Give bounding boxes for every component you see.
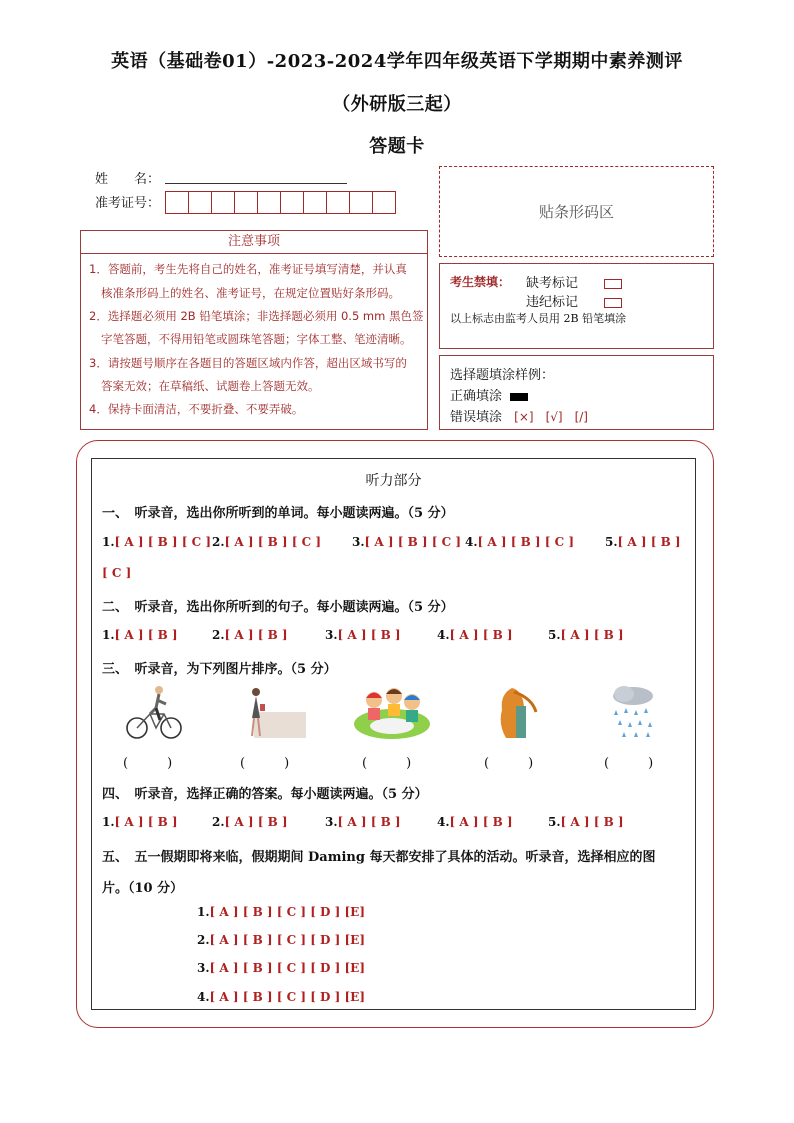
q3-answer-4[interactable]: ( ): [484, 756, 534, 771]
notice-line-3: 2．选择题必须用 2B 铅笔填涂；非选择题必须用 0.5 mm 黑色签: [89, 309, 424, 323]
q4-item-2[interactable]: 2.[ A ] [ B ]: [212, 815, 288, 829]
q4-item-1[interactable]: 1.[ A ] [ B ]: [102, 815, 178, 829]
wrong-fill-label: 错误填涂: [450, 410, 503, 425]
answer-sheet-title: 答题卡: [369, 136, 425, 157]
q4-item-5[interactable]: 5.[ A ] [ B ]: [548, 815, 624, 829]
notice-line-5: 3．请按题号顺序在各题目的答题区域内作答，超出区域书写的: [89, 356, 407, 370]
notice-title: 注意事项: [81, 231, 427, 254]
woman-walking-icon: [238, 684, 308, 740]
sample-box: [439, 355, 714, 430]
bicycle-rider-icon: [126, 684, 182, 740]
q1-item-3[interactable]: 3.[ A ] [ B ] [ C ]: [352, 535, 462, 549]
notice-line-7: 4．保持卡面清洁，不要折叠、不要弄破。: [89, 402, 304, 416]
q2-item-5[interactable]: 5.[ A ] [ B ]: [548, 628, 624, 642]
question-3-text: 三、 听录音，为下列图片排序。（5 分）: [102, 662, 337, 677]
q3-answer-3[interactable]: ( ): [362, 756, 412, 771]
q5-item-1[interactable]: 1.[ A ] [ B ] [ C ] [ D ] [E]: [197, 905, 365, 919]
question-4-text: 四、 听录音，选择正确的答案。每小题读两遍。（5 分）: [102, 787, 428, 802]
children-picnic-icon: [352, 682, 432, 742]
page-subtitle: （外研版三起）: [332, 94, 462, 115]
correct-fill-label: 正确填涂: [450, 389, 503, 404]
violation-mark-row: [526, 291, 622, 310]
q1-item-1[interactable]: 1.[ A ] [ B ] [ C ]: [102, 535, 212, 549]
violation-mark-box[interactable]: [604, 298, 622, 308]
rain-cloud-icon: [608, 684, 658, 740]
q3-answer-2[interactable]: ( ): [240, 756, 290, 771]
page-title: 英语（基础卷01）-2023-2024学年四年级英语下学期期中素养测评: [111, 51, 683, 72]
q4-item-3[interactable]: 3.[ A ] [ B ]: [325, 815, 401, 829]
q1-item-5[interactable]: 5.[ A ] [ B ]: [605, 535, 681, 549]
q2-item-4[interactable]: 4.[ A ] [ B ]: [437, 628, 513, 642]
listening-title: 听力部分: [365, 473, 422, 489]
notice-line-4: 字笔答题，不得用铅笔或圆珠笔答题；字体工整、笔迹清晰。: [101, 332, 412, 346]
q5-item-4[interactable]: 4.[ A ] [ B ] [ C ] [ D ] [E]: [197, 990, 365, 1004]
notice-box: [80, 230, 428, 430]
question-2-text: 二、 听录音，选出你所听到的句子。每小题读两遍。（5 分）: [102, 600, 454, 615]
absent-mark-box[interactable]: [604, 279, 622, 289]
q2-item-1[interactable]: 1.[ A ] [ B ]: [102, 628, 178, 642]
wrong-fill-marks: [×] [√] [/]: [514, 410, 588, 424]
name-field[interactable]: [165, 183, 347, 184]
q4-item-4[interactable]: 4.[ A ] [ B ]: [437, 815, 513, 829]
wrong-fill-row: [450, 406, 588, 425]
question-5-text: 五、 五一假期即将来临，假期期间 Daming 每天都安排了具体的活动。听录音，选择相应的图: [102, 850, 656, 865]
violation-mark-label: 违纪标记: [526, 295, 579, 310]
q1-item-2[interactable]: 2.[ A ] [ B ] [ C ]: [212, 535, 322, 549]
correct-fill-sample: [510, 393, 528, 401]
absent-mark-row: [526, 272, 622, 291]
q1-item-4[interactable]: 4.[ A ] [ B ] [ C ]: [465, 535, 575, 549]
notice-line-1: 1．答题前，考生先将自己的姓名，准考证号填写清楚，并认真: [89, 262, 407, 276]
woman-in-wind-icon: [492, 684, 538, 740]
q1-item-5-wrap[interactable]: [ C ]: [102, 566, 132, 580]
id-number-boxes[interactable]: [165, 191, 395, 214]
question-1-text: 一、 听录音，选出你所听到的单词。每小题读两遍。（5 分）: [102, 506, 454, 521]
sample-title: 选择题填涂样例：: [450, 368, 555, 383]
q5-item-2[interactable]: 2.[ A ] [ B ] [ C ] [ D ] [E]: [197, 933, 365, 947]
correct-fill-row: [450, 385, 528, 404]
notice-line-2: 核准条形码上的姓名、准考证号，在规定位置贴好条形码。: [101, 286, 400, 300]
q3-answer-1[interactable]: ( ): [123, 756, 173, 771]
barcode-area: [439, 166, 714, 257]
forbidden-note: 以上标志由监考人员用 2B 铅笔填涂: [450, 312, 627, 325]
forbidden-box: [439, 263, 714, 349]
notice-line-6: 答案无效；在草稿纸、试题卷上答题无效。: [101, 379, 320, 393]
q3-answer-5[interactable]: ( ): [604, 756, 654, 771]
absent-mark-label: 缺考标记: [526, 276, 579, 291]
q5-item-3[interactable]: 3.[ A ] [ B ] [ C ] [ D ] [E]: [197, 961, 365, 975]
question-5-text-cont: 片。（10 分）: [102, 881, 184, 896]
q2-item-3[interactable]: 3.[ A ] [ B ]: [325, 628, 401, 642]
name-label: 姓 名：: [95, 172, 161, 187]
id-label: 准考证号：: [95, 196, 161, 211]
q2-item-2[interactable]: 2.[ A ] [ B ]: [212, 628, 288, 642]
forbidden-label: 考生禁填：: [450, 275, 511, 289]
barcode-label: 贴条形码区: [538, 203, 614, 221]
